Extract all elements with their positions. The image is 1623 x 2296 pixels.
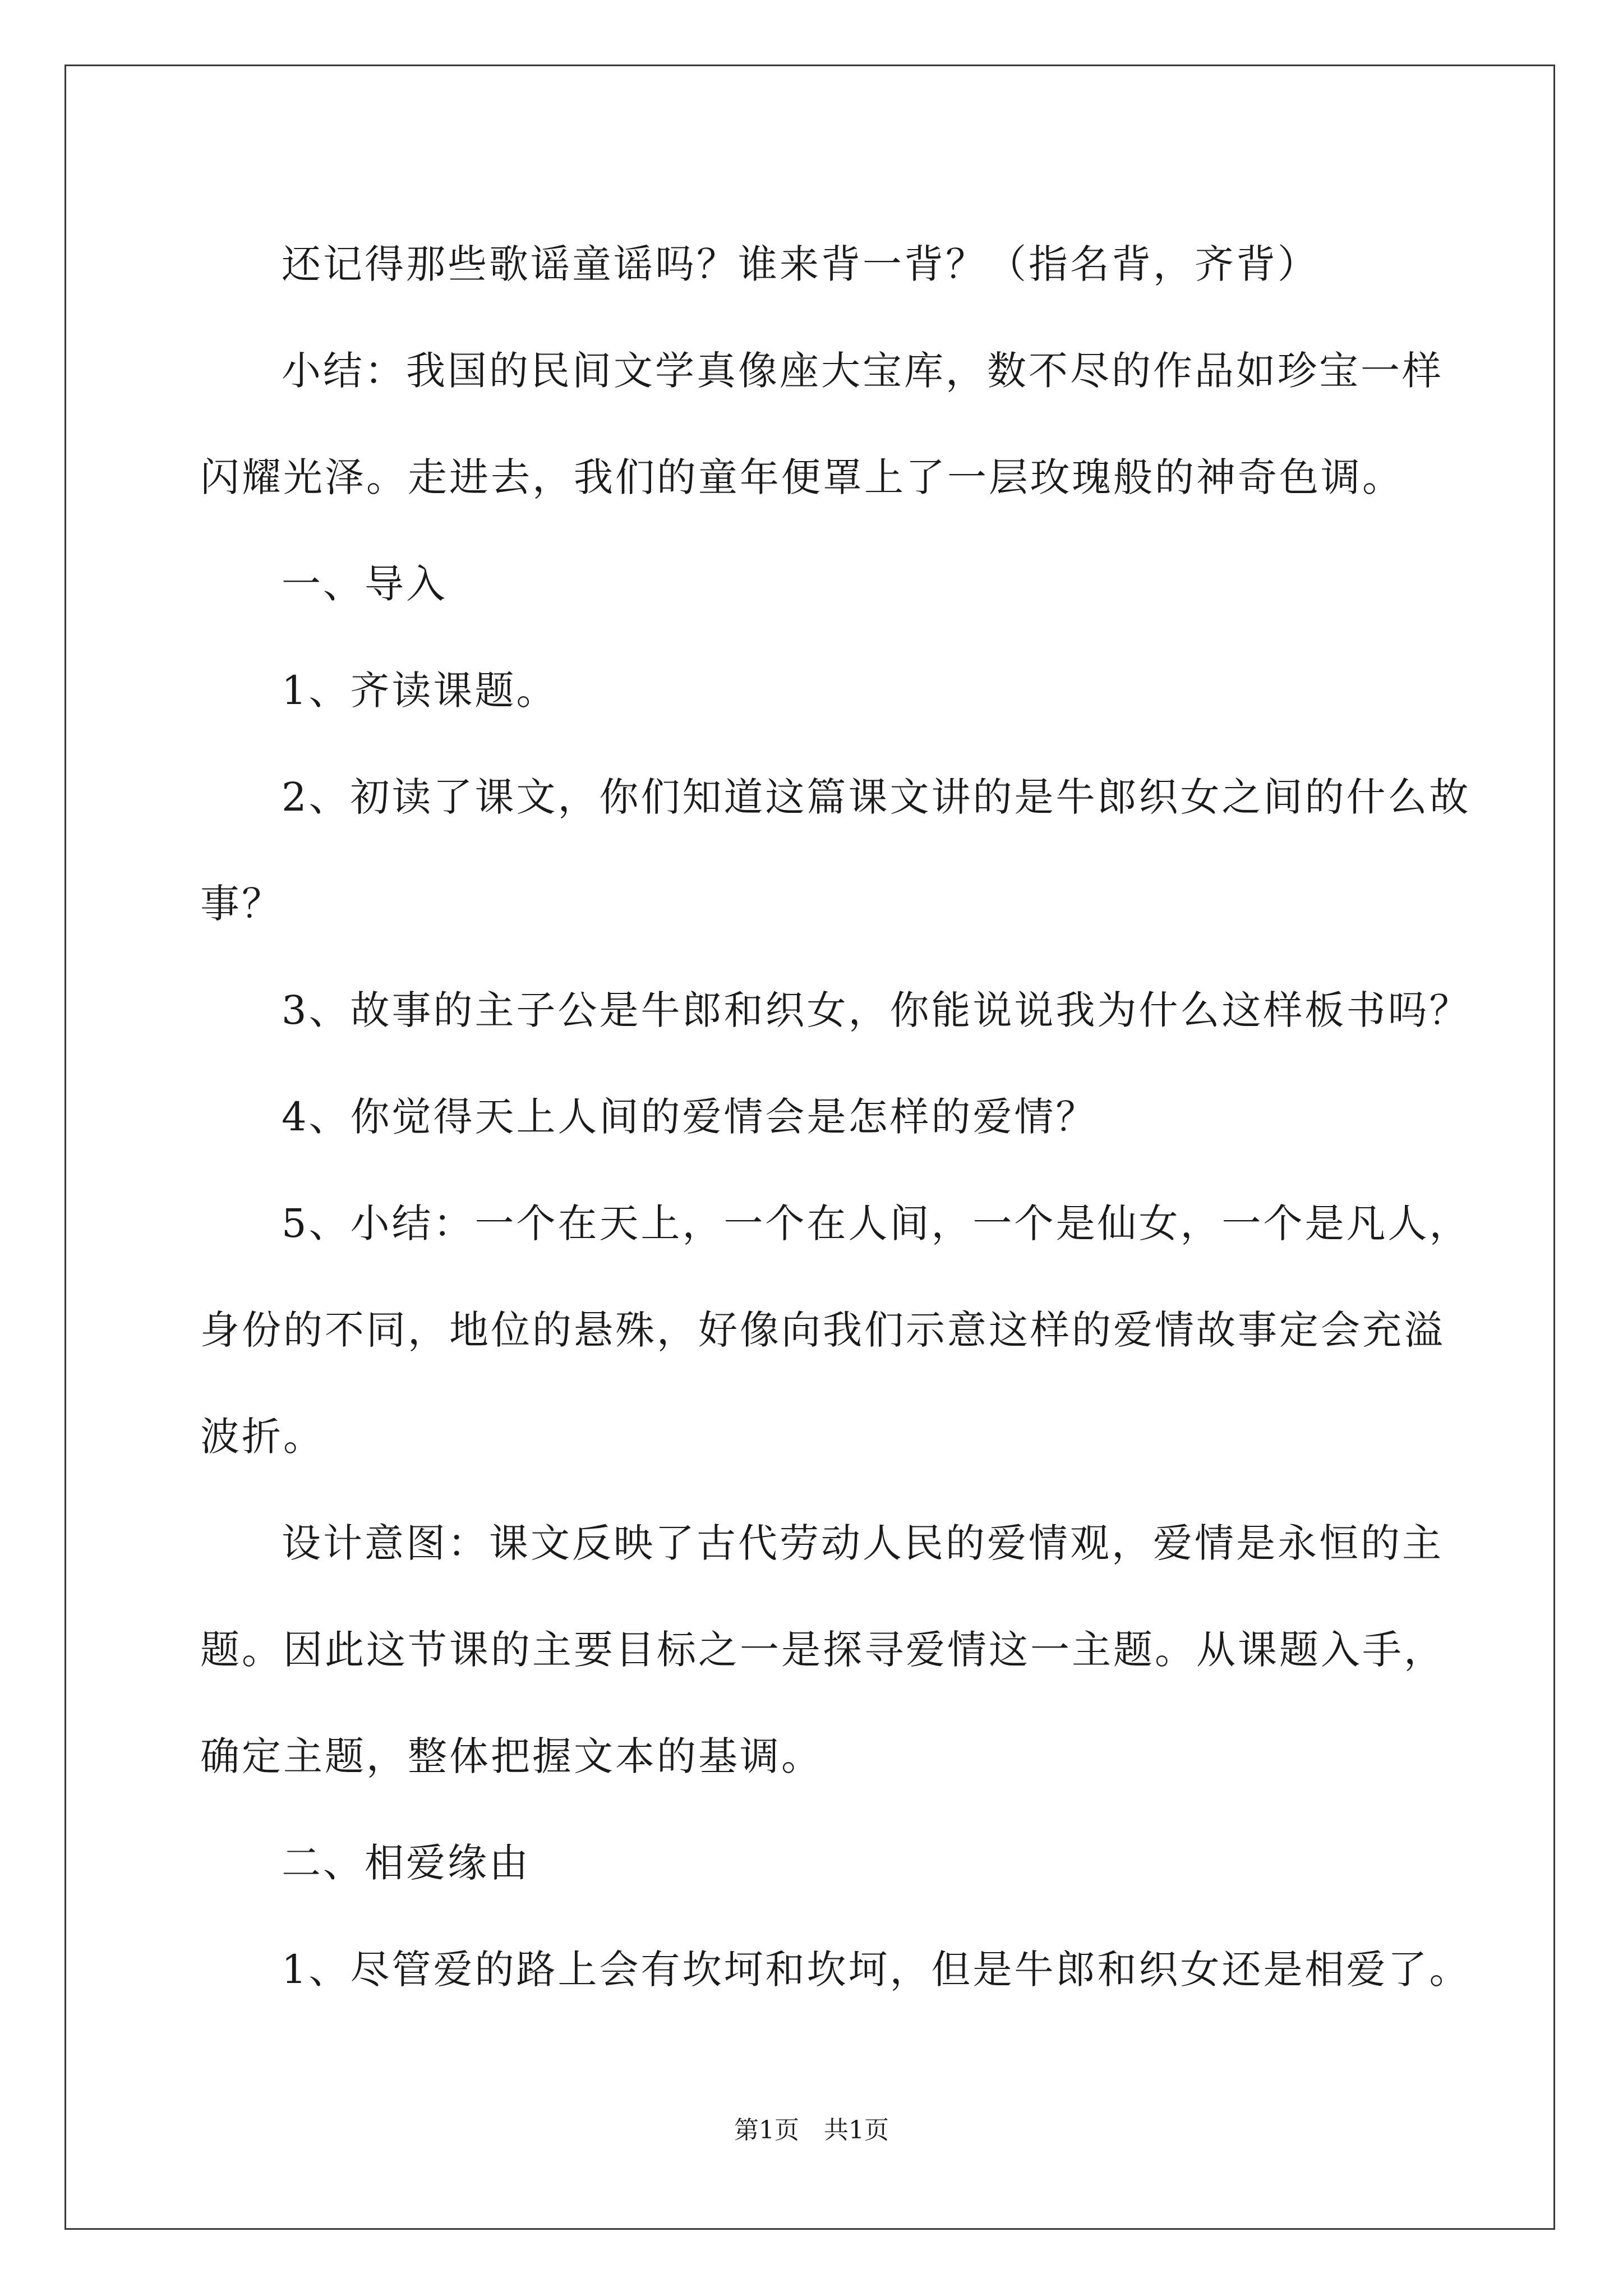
paragraph-line: 3、故事的主子公是牛郎和织女，你能说说我为什么这样板书吗？: [282, 987, 1471, 1033]
paragraph-line: 2、初读了课文，你们知道这篇课文讲的是牛郎织女之间的什么故: [282, 774, 1471, 820]
page-number-footer: 第1页 共1页: [734, 2116, 889, 2145]
paragraph-line: 4、你觉得天上人间的爱情会是怎样的爱情？: [282, 1094, 1098, 1140]
paragraph-line: 确定主题，整体把握文本的基调。: [200, 1733, 823, 1779]
document-body: [200, 211, 1471, 2023]
section-heading: [200, 531, 1434, 637]
paragraph-line: 5、小结：一个在天上，一个在人间，一个是仙女，一个是凡人，: [282, 1200, 1471, 1246]
paragraph: [200, 1490, 1445, 1810]
paragraph-line: 闪耀光泽。走进去，我们的童年便罩上了一层玫瑰般的神奇色调。: [200, 454, 1404, 500]
paragraph: [200, 744, 1471, 957]
paragraph-line: 题。因此这节课的主要目标之一是探寻爱情这一主题。从课题入手，: [200, 1627, 1445, 1673]
paragraph-line: 小结：我国的民间文学真像座大宝库，数不尽的作品如珍宝一样: [282, 348, 1444, 394]
paragraph-line: 身份的不同，地位的悬殊，好像向我们示意这样的爱情故事定会充溢: [200, 1307, 1445, 1353]
paragraph: [200, 211, 1434, 318]
paragraph-line: 一、导入: [282, 561, 448, 607]
paragraph-line: 1、齐读课题。: [282, 668, 558, 714]
paragraph: [200, 318, 1444, 531]
paragraph: [200, 1170, 1471, 1490]
paragraph: [200, 957, 1471, 1064]
paragraph-line: 事？: [200, 881, 283, 927]
paragraph-line: 设计意图：课文反映了古代劳动人民的爱情观，爱情是永恒的主: [282, 1520, 1444, 1566]
paragraph: [200, 1916, 1471, 2023]
paragraph: [200, 637, 1434, 744]
section-heading: [200, 1810, 1434, 1916]
paragraph-line: 二、相爱缘由: [282, 1840, 531, 1886]
paragraph-line: 波折。: [200, 1414, 325, 1460]
paragraph-line: 1、尽管爱的路上会有坎坷和坎坷，但是牛郎和织女还是相爱了。: [282, 1947, 1471, 1993]
paragraph-line: 还记得那些歌谣童谣吗？谁来背一背？（指名背，齐背）: [282, 241, 1319, 287]
paragraph: [200, 1064, 1434, 1170]
